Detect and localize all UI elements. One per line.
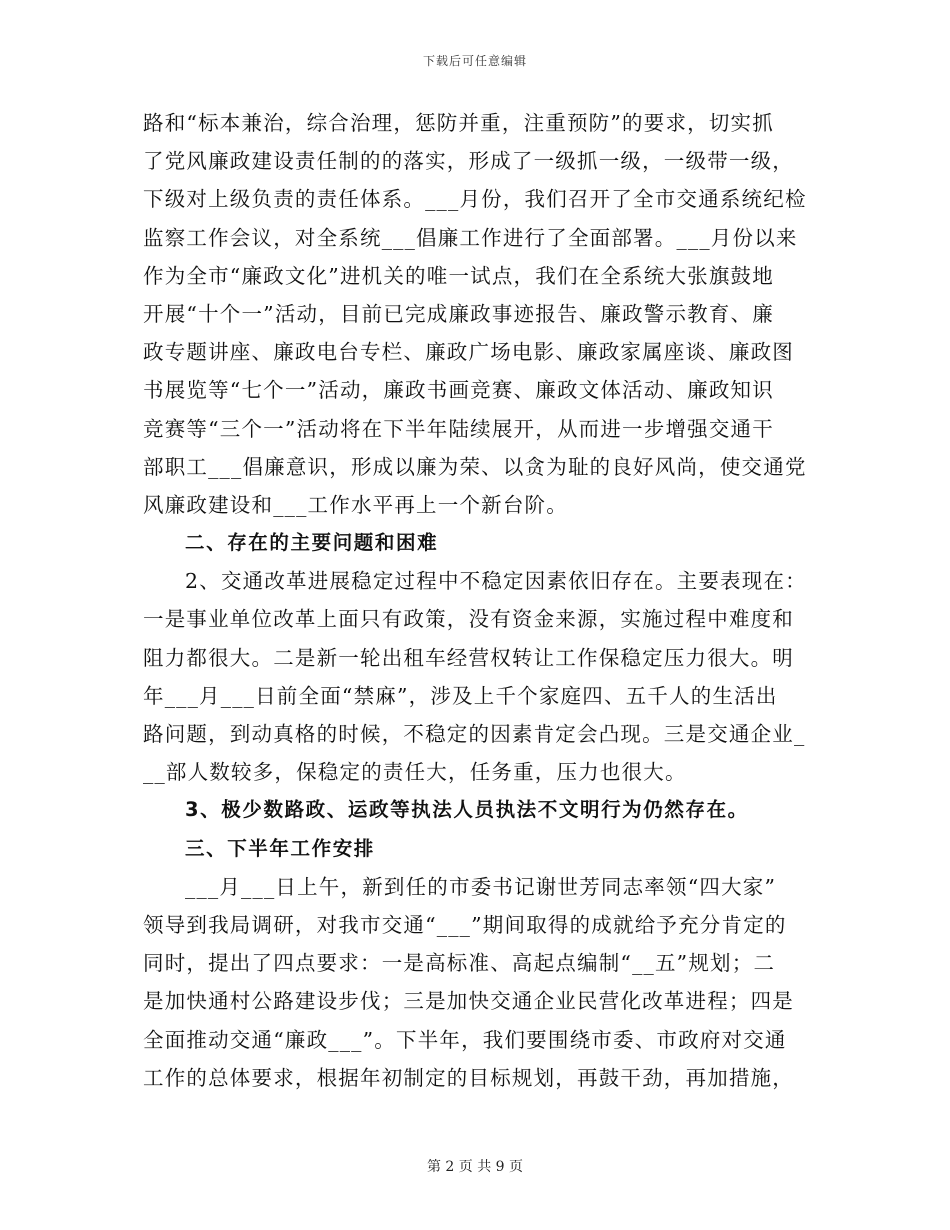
paragraph-line: 了党风廉政建设责任制的的落实，形成了一级抓一级，一级带一级， bbox=[143, 149, 794, 174]
paragraph-line: 风廉政建设和___工作水平再上一个新台阶。 bbox=[143, 492, 568, 517]
paragraph-line: ___月___日上午，新到任的市委书记谢世芳同志率领“四大家” bbox=[185, 874, 777, 899]
section-heading: 二、存在的主要问题和困难 bbox=[185, 531, 439, 555]
paragraph-line: 作为全市“廉政文化”进机关的唯一试点，我们在全系统大张旗鼓地 bbox=[143, 263, 774, 288]
section-heading: 三、下半年工作安排 bbox=[185, 836, 375, 860]
paragraph-line: 部职工___倡廉意识，形成以廉为荣、以贪为耻的良好风尚，使交通党 bbox=[143, 454, 807, 479]
paragraph-line: 一是事业单位改革上面只有政策，没有资金来源，实施过程中难度和 bbox=[143, 607, 794, 632]
paragraph-line: 阻力都很大。二是新一轮出租车经营权转让工作保稳定压力很大。明 bbox=[143, 645, 794, 670]
paragraph-line: 书展览等“七个一”活动，廉政书画竞赛、廉政文体活动、廉政知识 bbox=[143, 378, 774, 403]
paragraph-line: 竞赛等“三个一”活动将在下半年陆续展开，从而进一步增强交通干 bbox=[143, 416, 774, 441]
paragraph-line: 监察工作会议，对全系统___倡廉工作进行了全面部署。___月份以来 bbox=[143, 225, 798, 250]
paragraph-line: 路和“标本兼治，综合治理，惩防并重，注重预防”的要求，切实抓 bbox=[143, 111, 774, 135]
paragraph-line: 同时，提出了四点要求：一是高标准、高起点编制“__五”规划；二 bbox=[143, 951, 776, 976]
document-body bbox=[143, 104, 809, 1097]
paragraph-line: 工作的总体要求，根据年初制定的目标规划，再鼓干劲，再加措施， bbox=[143, 1065, 794, 1090]
paragraph-line: 全面推动交通“廉政___”。下半年，我们要围绕市委、市政府对交通 bbox=[143, 1027, 787, 1052]
paragraph-line: 开展“十个一”活动，目前已完成廉政事迹报告、廉政警示教育、廉 bbox=[143, 301, 774, 326]
header-note: 下载后可任意编辑 bbox=[422, 54, 527, 68]
section-heading: 3、极少数路政、运政等执法人员执法不文明行为仍然存在。 bbox=[185, 798, 749, 822]
paragraph-line: 年___月___日前全面“禁麻”，涉及上千个家庭四、五千人的生活出 bbox=[143, 683, 778, 708]
paragraph-line: 下级对上级负责的责任体系。___月份，我们召开了全市交通系统纪检 bbox=[143, 187, 807, 212]
page-number: 第 2 页 共 9 页 bbox=[426, 1159, 524, 1175]
paragraph-line: 领导到我局调研，对我市交通“___”期间取得的成就给予充分肯定的 bbox=[143, 912, 787, 937]
paragraph-line: 2、交通改革进展稳定过程中不稳定因素依旧存在。主要表现在： bbox=[185, 569, 807, 594]
paragraph-line: 是加快通村公路建设步伐；三是加快交通企业民营化改革进程；四是 bbox=[143, 989, 794, 1014]
paragraph-line: 路问题，到动真格的时候，不稳定的因素肯定会凸现。三是交通企业_ bbox=[143, 722, 806, 746]
paragraph-line: 政专题讲座、廉政电台专栏、廉政广场电影、廉政家属座谈、廉政图 bbox=[143, 340, 794, 365]
paragraph-line: __部人数较多，保稳定的责任大，任务重，压力也很大。 bbox=[143, 760, 687, 785]
